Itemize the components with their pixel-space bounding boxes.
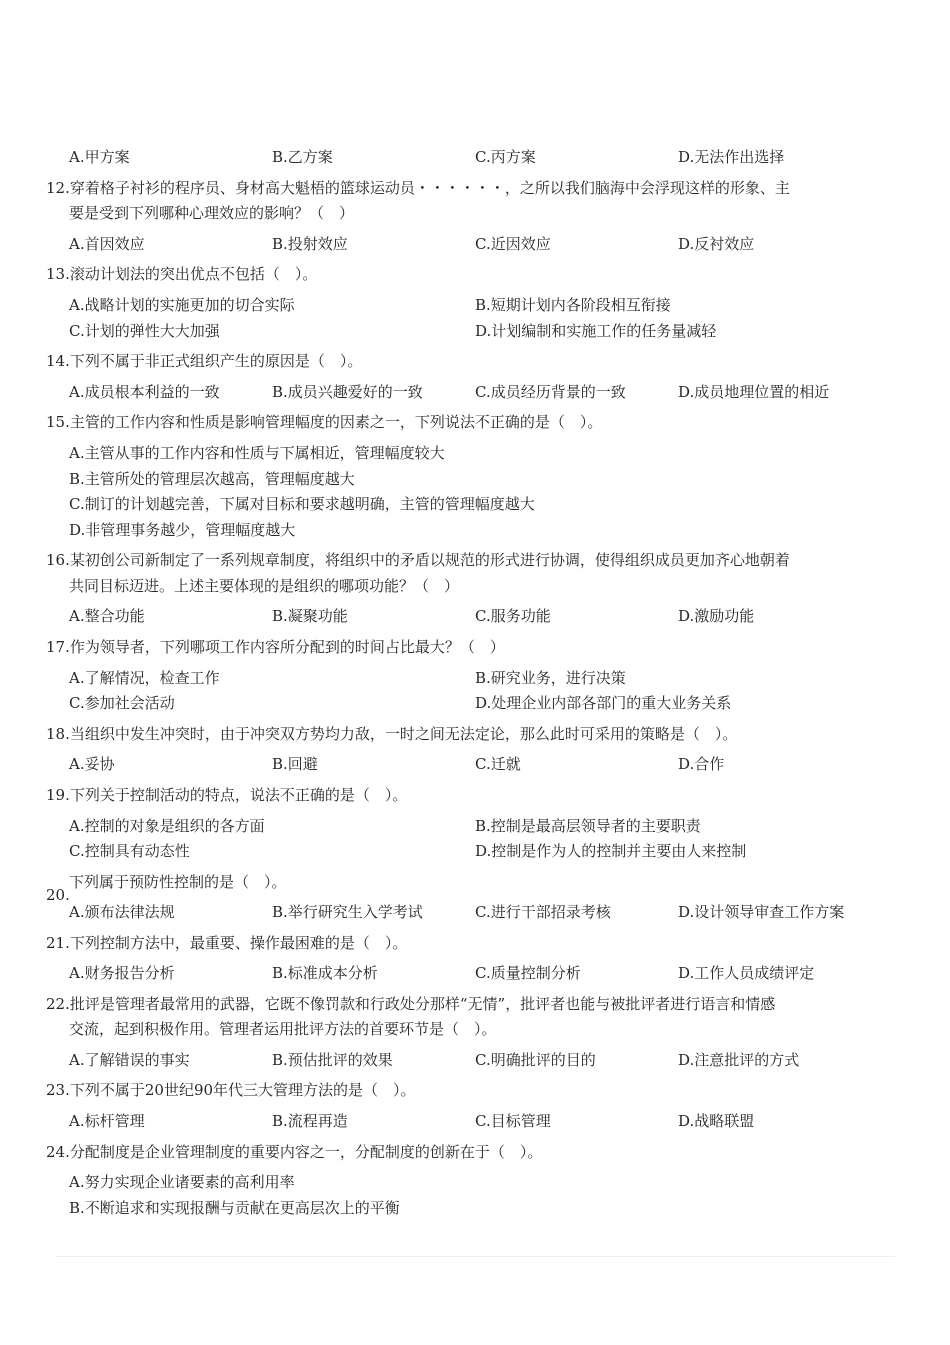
option-c: C.迁就: [475, 755, 521, 773]
option-a: A.了解错误的事实: [69, 1051, 190, 1069]
option-a: A.整合功能: [69, 607, 145, 625]
question-23-options: [0, 1110, 950, 1132]
question-15-stem: 15.主管的工作内容和性质是影响管理幅度的因素之一，下列说法不正确的是（ ）。: [46, 413, 603, 431]
option-c: C.丙方案: [475, 148, 536, 166]
option-b: B.回避: [272, 755, 318, 773]
option-d: D.战略联盟: [678, 1112, 755, 1130]
option-d: D.合作: [678, 755, 725, 773]
question-12-stem: 12.穿着格子衬衫的程序员、身材高大魁梧的篮球运动员・・・・・・，之所以我们脑海中会浮现这样的形象、主: [46, 179, 790, 197]
option-b: B.乙方案: [272, 148, 333, 166]
question-19-stem: 19.下列关于控制活动的特点，说法不正确的是（ ）。: [46, 786, 408, 804]
question-22-options: [0, 1049, 950, 1071]
option-b: B.控制是最高层领导者的主要职责: [475, 817, 701, 835]
option-b: B.不断追求和实现报酬与贡献在更高层次上的平衡: [69, 1199, 400, 1217]
option-d: D.激励功能: [678, 607, 755, 625]
option-d: D.设计领导审查工作方案: [678, 903, 845, 921]
question-19-options-row1: [0, 815, 950, 837]
question-17-options-row1: [0, 667, 950, 689]
option-c: C.近因效应: [475, 235, 551, 253]
option-a: A.努力实现企业诸要素的高利用率: [69, 1173, 295, 1191]
question-14-options: [0, 381, 950, 403]
question-20-number: 20.: [46, 886, 70, 904]
prev-options: [0, 146, 950, 168]
option-c: C.质量控制分析: [475, 964, 581, 982]
option-b: B.凝聚功能: [272, 607, 348, 625]
question-20-options: [0, 901, 950, 923]
option-a: A.妥协: [69, 755, 115, 773]
question-22-stem-cont: 交流，起到积极作用。管理者运用批评方法的首要环节是（ ）。: [69, 1020, 497, 1038]
question-17-stem: 17.作为领导者，下列哪项工作内容所分配到的时间占比最大？（ ）: [46, 638, 505, 656]
option-c: C.服务功能: [475, 607, 551, 625]
option-a: A.财务报告分析: [69, 964, 175, 982]
option-d: D.成员地理位置的相近: [678, 383, 830, 401]
option-c: C.计划的弹性大大加强: [69, 322, 220, 340]
question-16-stem: 16.某初创公司新制定了一系列规章制度，将组织中的矛盾以规范的形式进行协调，使得组织成员更加齐心地朝着: [46, 551, 790, 569]
question-23-stem: 23.下列不属于20世纪90年代三大管理方法的是（ ）。: [46, 1081, 416, 1099]
question-19-options-row2: [0, 840, 950, 862]
option-b: B.举行研究生入学考试: [272, 903, 423, 921]
option-b: B.预估批评的效果: [272, 1051, 393, 1069]
option-a: A.主管从事的工作内容和性质与下属相近，管理幅度较大: [69, 444, 445, 462]
question-21-stem: 21.下列控制方法中，最重要、操作最困难的是（ ）。: [46, 934, 408, 952]
option-d: D.非管理事务越少，管理幅度越大: [69, 521, 296, 539]
option-a: A.战略计划的实施更加的切合实际: [69, 296, 295, 314]
question-12-options: [0, 233, 950, 255]
option-a: A.标杆管理: [69, 1112, 145, 1130]
option-b: B.标准成本分析: [272, 964, 378, 982]
option-a: A.成员根本利益的一致: [69, 383, 220, 401]
option-c: C.明确批评的目的: [475, 1051, 596, 1069]
question-18-options: [0, 753, 950, 775]
question-13-options-row1: [0, 294, 950, 316]
option-d: D.注意批评的方式: [678, 1051, 800, 1069]
option-a: A.甲方案: [69, 148, 130, 166]
option-c: C.参加社会活动: [69, 694, 175, 712]
option-c: C.目标管理: [475, 1112, 551, 1130]
option-d: D.反衬效应: [678, 235, 755, 253]
question-20-stem: 下列属于预防性控制的是（ ）。: [69, 873, 287, 891]
question-16-stem-cont: 共同目标迈进。上述主要体现的是组织的哪项功能？（ ）: [69, 577, 460, 595]
option-a: A.控制的对象是组织的各方面: [69, 817, 265, 835]
option-b: B.短期计划内各阶段相互衔接: [475, 296, 671, 314]
option-d: D.无法作出选择: [678, 148, 785, 166]
question-16-options: [0, 605, 950, 627]
option-c: C.成员经历背景的一致: [475, 383, 626, 401]
page-divider: [55, 1256, 895, 1257]
question-12-stem-cont: 要是受到下列哪种心理效应的影响？（ ）: [69, 204, 355, 222]
question-17-options-row2: [0, 692, 950, 714]
question-24-stem: 24.分配制度是企业管理制度的重要内容之一，分配制度的创新在于（ ）。: [46, 1143, 543, 1161]
option-d: D.计划编制和实施工作的任务量减轻: [475, 322, 717, 340]
question-21-options: [0, 962, 950, 984]
option-a: A.颁布法律法规: [69, 903, 175, 921]
question-18-stem: 18.当组织中发生冲突时，由于冲突双方势均力敌，一时之间无法定论，那么此时可采用的策略是（ ）。: [46, 725, 738, 743]
question-22-stem: 22.批评是管理者最常用的武器，它既不像罚款和行政处分那样“无情”，批评者也能与被批评者进行语言和情感: [46, 995, 776, 1013]
option-c: C.进行干部招录考核: [475, 903, 611, 921]
option-d: D.处理企业内部各部门的重大业务关系: [475, 694, 732, 712]
option-d: D.控制是作为人的控制并主要由人来控制: [475, 842, 747, 860]
option-b: B.主管所处的管理层次越高，管理幅度越大: [69, 470, 355, 488]
option-c: C.制订的计划越完善，下属对目标和要求越明确，主管的管理幅度越大: [69, 495, 535, 513]
option-b: B.投射效应: [272, 235, 348, 253]
option-d: D.工作人员成绩评定: [678, 964, 815, 982]
question-13-stem: 13.滚动计划法的突出优点不包括（ ）。: [46, 265, 318, 283]
option-b: B.研究业务，进行决策: [475, 669, 626, 687]
option-b: B.成员兴趣爱好的一致: [272, 383, 423, 401]
option-a: A.了解情况，检查工作: [69, 669, 220, 687]
question-13-options-row2: [0, 320, 950, 342]
option-a: A.首因效应: [69, 235, 145, 253]
option-c: C.控制具有动态性: [69, 842, 190, 860]
question-14-stem: 14.下列不属于非正式组织产生的原因是（ ）。: [46, 352, 363, 370]
option-b: B.流程再造: [272, 1112, 348, 1130]
